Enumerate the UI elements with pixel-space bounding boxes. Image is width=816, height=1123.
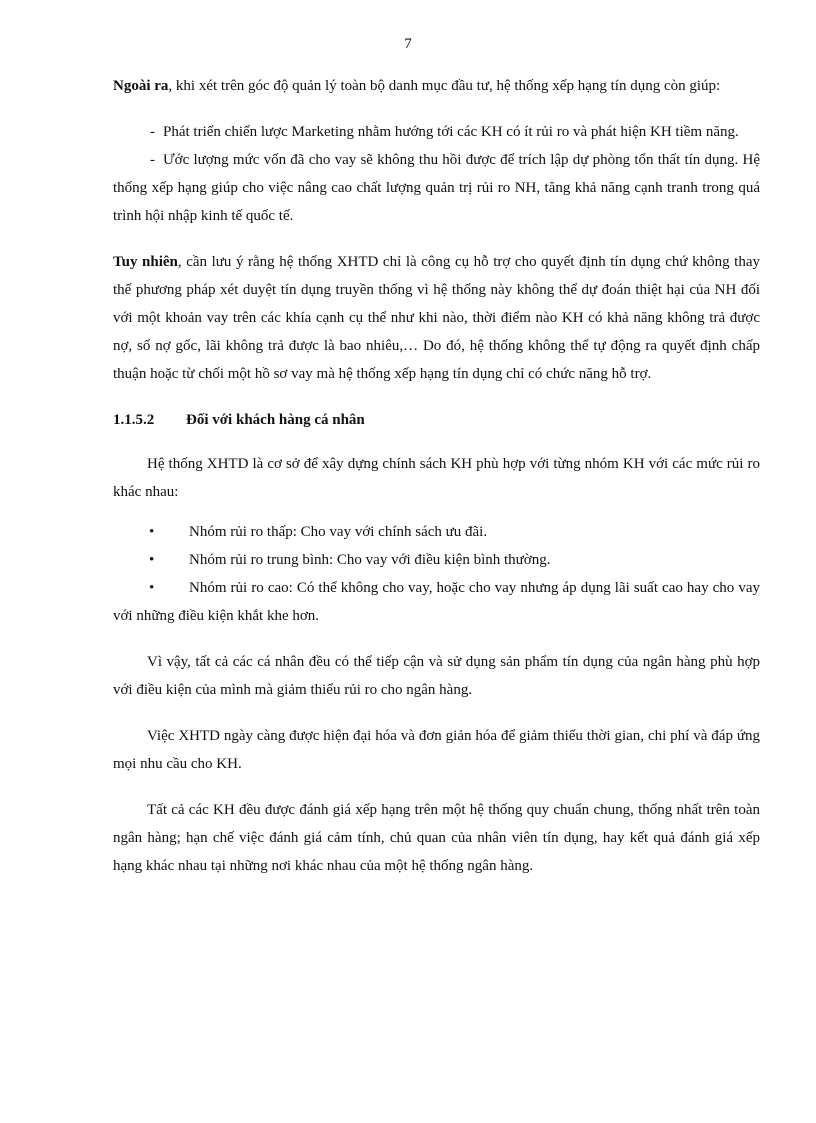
list-item-text: Nhóm rủi ro thấp: Cho vay với chính sách ưu đãi. (189, 524, 488, 540)
list-item-text: Nhóm rủi ro trung bình: Cho vay với điều kiện bình thường. (189, 552, 551, 568)
body-paragraph: Tất cả các KH đều được đánh giá xếp hạng trên một hệ thống quy chuẩn chung, thống nhất trên toàn ngân hàng; hạn chế việc đánh giá cảm tính, chủ quan của nhân viên tín dụng, hay kết quả đánh giá xếp hạng khác nhau tại những nơi khác nhau của một hệ thống ngân hàng. (113, 802, 760, 874)
intro-text: , khi xét trên góc độ quản lý toàn bộ danh mục đầu tư, hệ thống xếp hạng tín dụng còn giúp: (168, 78, 721, 94)
however-text: , cần lưu ý rằng hệ thống XHTD chỉ là công cụ hỗ trợ cho quyết định tín dụng chứ không thay thế phương pháp xét duyệt tín dụng truyền thống vì hệ thống này không thể dự đoán thiệt hại của NH đối với một khoản vay trên các khía cạnh cụ thể như khi nào, thời điểm nào KH có khả năng không trả được nợ, số nợ gốc, lãi không trả được là bao nhiêu,… Do đó, hệ thống không thể tự động ra quyết định chấp thuận hoặc từ chối một hồ sơ vay mà hệ thống xếp hạng tín dụng chỉ có chức năng hỗ trợ. (113, 254, 760, 382)
section-number: 1.1.5.2 (113, 412, 155, 428)
list-item (113, 574, 760, 630)
list-item (113, 518, 760, 546)
however-lead: Tuy nhiên (113, 254, 178, 270)
bullet-marker: • (149, 524, 155, 540)
body-paragraph: Việc XHTD ngày càng được hiện đại hóa và đơn giản hóa để giảm thiểu thời gian, chi phí và đáp ứng mọi nhu cầu cho KH. (113, 728, 760, 772)
bullet-marker: • (149, 580, 155, 596)
list-item (113, 118, 760, 146)
body-paragraph: Vì vậy, tất cả các cá nhân đều có thể tiếp cận và sử dụng sản phẩm tín dụng của ngân hàng phù hợp với điều kiện của mình mà giảm thiểu rủi ro cho ngân hàng. (113, 654, 760, 698)
list-item-text: Phát triển chiến lược Marketing nhằm hướng tới các KH có ít rủi ro và phát hiện KH tiềm năng. (163, 124, 739, 140)
list-item (113, 146, 760, 230)
list-item (113, 546, 760, 574)
dash-marker: - (150, 124, 155, 140)
section-intro-paragraph: Hệ thống XHTD là cơ sở để xây dựng chính sách KH phù hợp với từng nhóm KH với các mức rủi ro khác nhau: (113, 456, 760, 500)
however-paragraph (113, 248, 760, 388)
intro-lead: Ngoài ra (113, 78, 169, 94)
list-item-text: Nhóm rủi ro cao: Có thể không cho vay, hoặc cho vay nhưng áp dụng lãi suất cao hay cho vay với những điều kiện khắt khe hơn. (113, 580, 760, 624)
section-heading (113, 406, 760, 434)
list-item-text: Ước lượng mức vốn đã cho vay sẽ không thu hồi được để trích lập dự phòng tổn thất tín dụng. Hệ thống xếp hạng giúp cho việc nâng cao chất lượng quản trị rủi ro NH, tăng khả năng cạnh tranh trong quá trình hội nhập kinh tế quốc tế. (113, 152, 760, 224)
dash-list (113, 118, 760, 230)
bullet-list (113, 518, 760, 630)
page-content (113, 72, 760, 898)
intro-paragraph (113, 72, 760, 100)
dash-marker: - (150, 152, 155, 168)
page-number: 7 (404, 36, 412, 52)
section-title: Đối với khách hàng cá nhân (186, 412, 365, 428)
bullet-marker: • (149, 552, 155, 568)
